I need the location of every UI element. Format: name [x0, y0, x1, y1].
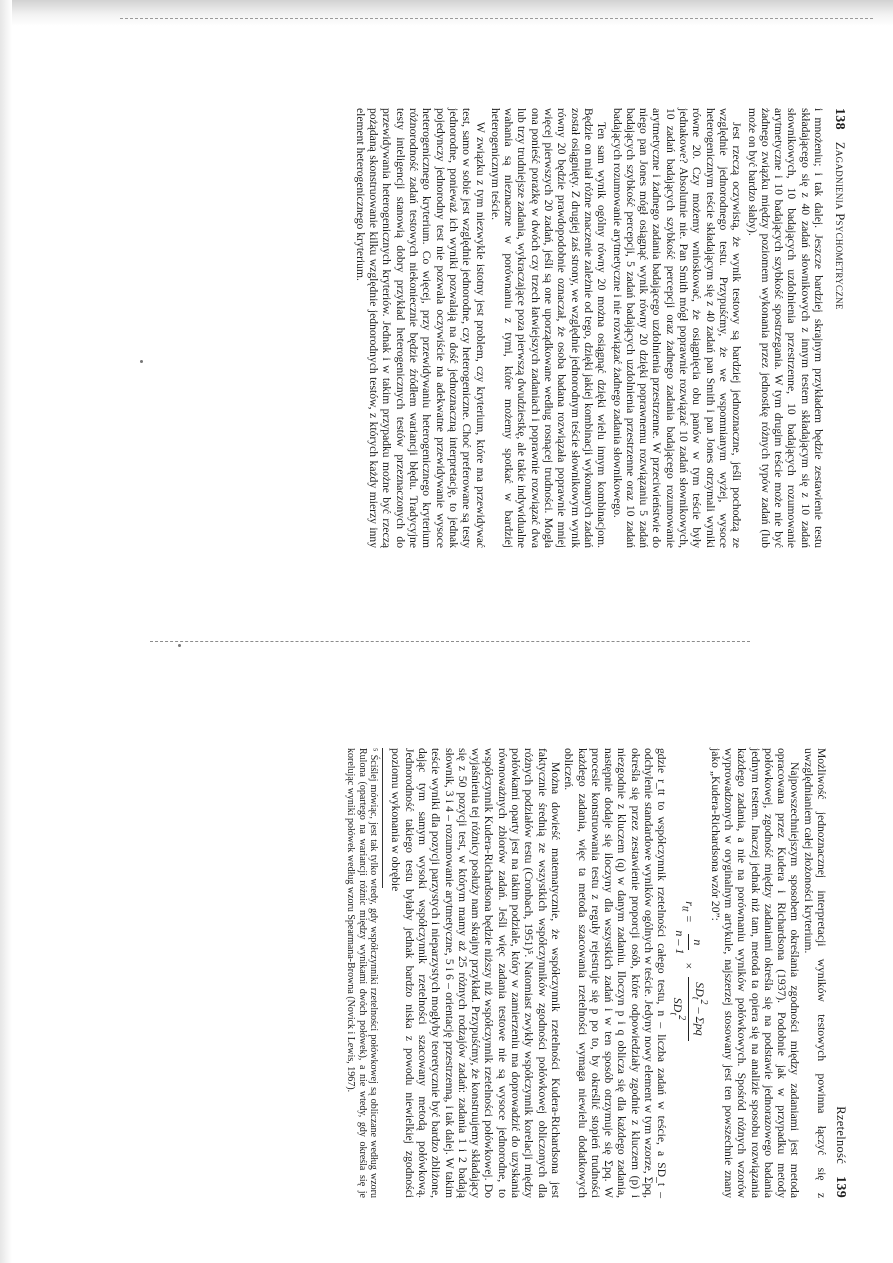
formula-times: ×: [681, 962, 696, 970]
scan-top-edge: [0, 0, 893, 26]
formula-equals: =: [681, 915, 696, 923]
page-header: [828, 748, 848, 1198]
footnote: ⁵ Ściślej mówiąc, jest tak tylko wtedy, gdy współczynniki rzetelności połówkowej są obliczane według wzoru Rulona (opartego na wariancji różnic między wynikami dwóch połówek), a nie wtedy, gdy określa się je korelując wyniki połówek według wzoru Spearmana-Browna (Novick i Lewis, 1967).: [345, 748, 380, 1198]
page-139: [182, 748, 848, 1198]
paragraph: Najpowszechniejszym sposobem określania zgodności między zadaniami jest metoda opracowana przez Kudera i Richardsona (1937). Podobnie jak w przypadku metody połówkowej, zgodność między zadaniami określa się na podstawie jednorazowego badania jednym testem. Inaczej jednak niż tam, metoda ta opiera się na analizie sposobu rozwiązania każdego zadania, a nie na porównaniu wyników połówkowych. Spośród różnych wzorów wyprowadzonych w oryginalnym artykule, najszerzej stosowany jest ten powszechnie znany jako „Kudera-Richardsona wzór 20”:: [708, 748, 802, 1198]
formula-fraction-1: n n – 1: [672, 930, 705, 955]
page-header: [827, 108, 847, 548]
page-number: 139: [833, 1176, 848, 1198]
scan-speck: [140, 360, 143, 363]
page-138: [207, 108, 847, 548]
paragraph: Możliwość jednoznacznej interpretacji wyników testowych powinna łączyć się z uwzględnianiem całej złożoności kryterium.: [801, 748, 828, 1198]
paragraph: Można dowieść matematycznie, że współczynnik rzetelności Kudera-Richardsona jest faktycznie średnią ze wszystkich współczynników zgodności połówkowej obliczonych dla różnych podziałów testu (Cronbach, 1951)⁵. Natomiast zwykły współczynnik korelacji między połówkami oparty jest na takim podziale, który w zamierzeniu ma doprowadzić do uzyskania równoważnych zbiorów zadań. Jeśli więc zadania testowe nie są wysoce jednorodne, to współczynnik Kudera-Richardsona będzie niższy niż współczynnik rzetelności połówkowej. Do wyjaśnienia tej różnicy posłuży nam skrajny przykład. Przypuśćmy, że konstruujemy składający się z 50 pozycji test, w którym mamy aż 25 różnych rodzajów zadań: zadania 1 i 2 badają słownik, 3 i 4 – rozumowanie arytmetyczne, 5 i 6 – orientację przestrzenną, i tak dalej. W takim teście wyniki dla pozycji parzystych i nieparzystych mogłyby teoretycznie być bardzo zbliżone, dając tym samym wysoki współczynnik rzetelności szacowany metodą połówkową. Jednorodność takiego testu byłaby jednak bardzo niska z powodu niewielkiej zgodności poziomu wykonania w obrębie: [389, 748, 562, 1198]
scan-speck: [178, 644, 181, 647]
scan-left-edge: [0, 0, 12, 1263]
kr20-formula: [668, 748, 708, 1198]
footnote-rule: [382, 748, 383, 888]
paragraph: i mnożeniu; i tak dalej. Jeszcze bardziej skrajnym przykładem będzie zestawienie testu składającego się z 40 zadań słownikowych z innym testem składającym się z 10 zadań słownikowych, 10 badających uzdolnienia przestrzenne, 10 badających rozumowanie arytmetyczne i 10 badających szybkość spostrzegania. W tym drugim teście może nie być żadnego związku między poziomem wykonania przez jednostkę różnych typów zadań (lub może on być bardzo słaby).: [745, 108, 825, 548]
formula-lhs: $r_{tt}$: [679, 901, 698, 912]
paragraph: W związku z tym niezwykle istotny jest problem, czy kryterium, które ma przewidywać test, samo w sobie jest względnie jednorodne, czy heterogeniczne. Choć preferowane są testy jednorodne, ponieważ ich wyniki pozwalają na dość jednoznaczną interpretację, to jednak pojedynczy jednorodny test nie pozwala oczywiście na adekwatne przewidywanie wysoce heterogenicznego kryterium. Co więcej, przy przewidywaniu heterogenicznego kryterium różnorodność zadań testowych niekoniecznie będzie źródłem wariancji błędu. Tradycyjne testy inteligencji stanowią dobry przykład heterogenicznych testów przeznaczonych do przewidywania heterogenicznych kryteriów. Jednak i w takim przypadku możne być rzeczą pożądaną skonstruowanie kilku względnie jednorodnych testów, z których każdy mierzy inny element heterogenicznego kryterium.: [353, 108, 487, 548]
formula-fraction-2: $SD_t^2$ – Σpq $SD_t^2$: [667, 977, 709, 1041]
paragraph: gdzie r_tt to współczynnik rzetelności całego testu, n – liczba zadań w teście, a SD_t – odchylenie standardowe wyników ogólnych w teście. Jedyny nowy element w tym wzorze, Σpq, określa się przez zestawienie proporcji osób, które odpowiedziały zgodnie z kluczem (p) i niezgodnie z kluczem (q) w danym zadaniu. Iloczyn p i q oblicza się dla każdego zadania, następnie dodaje się iloczyny dla wszystkich zadań i w ten sposób otrzymuje się Σpq. W procesie konstruowania testu z reguły rejestruje się p po to, by określić stopień trudności każdego zadania, więc ta metoda szacowania rzetelności wymaga niewielu dodatkowych obliczeń.: [562, 748, 669, 1198]
page-fold-line: [150, 641, 750, 642]
page-number: 138: [832, 108, 847, 130]
running-head: Zagadnienia Psychometryczne: [833, 141, 847, 310]
paragraph: Ten sam wynik ogólny równy 20 można osiągnąć dzięki wielu innym kombinacjom. Będzie on miał różne znaczenie zależnie od tego, dzięki jakiej kombinacji wykonanych zadań został osiągnięty. Z drugiej zaś strony, we względnie jednorodnym teście słownikowym wynik równy 20 będzie prawdopodobnie oznaczał, że osoba badana rozwiązała poprawnie mniej więcej pierwszych 20 zadań, jeśli są one uporządkowane według rosnącej trudności. Mogła ona ponieść porażkę w dwóch czy trzech łatwiejszych zadaniach i poprawnie rozwiązać dwa lub trzy trudniejsze zadania, wykraczające poza pierwszą dwudziestkę, ale takie indywidualne wahania są nieznaczne w porównaniu z tymi, które możemy spotkać w bardziej heterogenicznym teście.: [488, 108, 609, 548]
running-head: Rzetelność: [834, 1106, 848, 1165]
paragraph: Jest rzeczą oczywistą, że wynik testowy są bardziej jednoznaczne, jeśli pochodzą ze względnie jednorodnego testu. Przypuśćmy, że we wspomnianym wyżej, wysoce heterogenicznym teście składającym się z 40 zadań pan Smith i pan Jones otrzymali wyniki równe 20. Czy możemy wnioskować, że osiągnięcia obu panów w tym teście były jednakowe? Absolutnie nie. Pan Smith mógł poprawnie rozwiązać 10 zadań słownikowych, 10 zadań badających szybkość percepcji oraz żadnego zadania badającego rozumowanie arytmetyczne i żadnego zadania badającego uzdolnienia przestrzenne. W przeciwieństwie do niego pan Jones mógł osiągnąć wynik równy 20 dzięki poprawnemu rozwiązaniu 5 zadań badających szybkość percepcji, 5 zadań badających uzdolnienia przestrzenne oraz 10 zadań badających rozumowanie arytmetyczne i nie rozwiązać żadnego zadania słownikowego.: [610, 108, 744, 548]
